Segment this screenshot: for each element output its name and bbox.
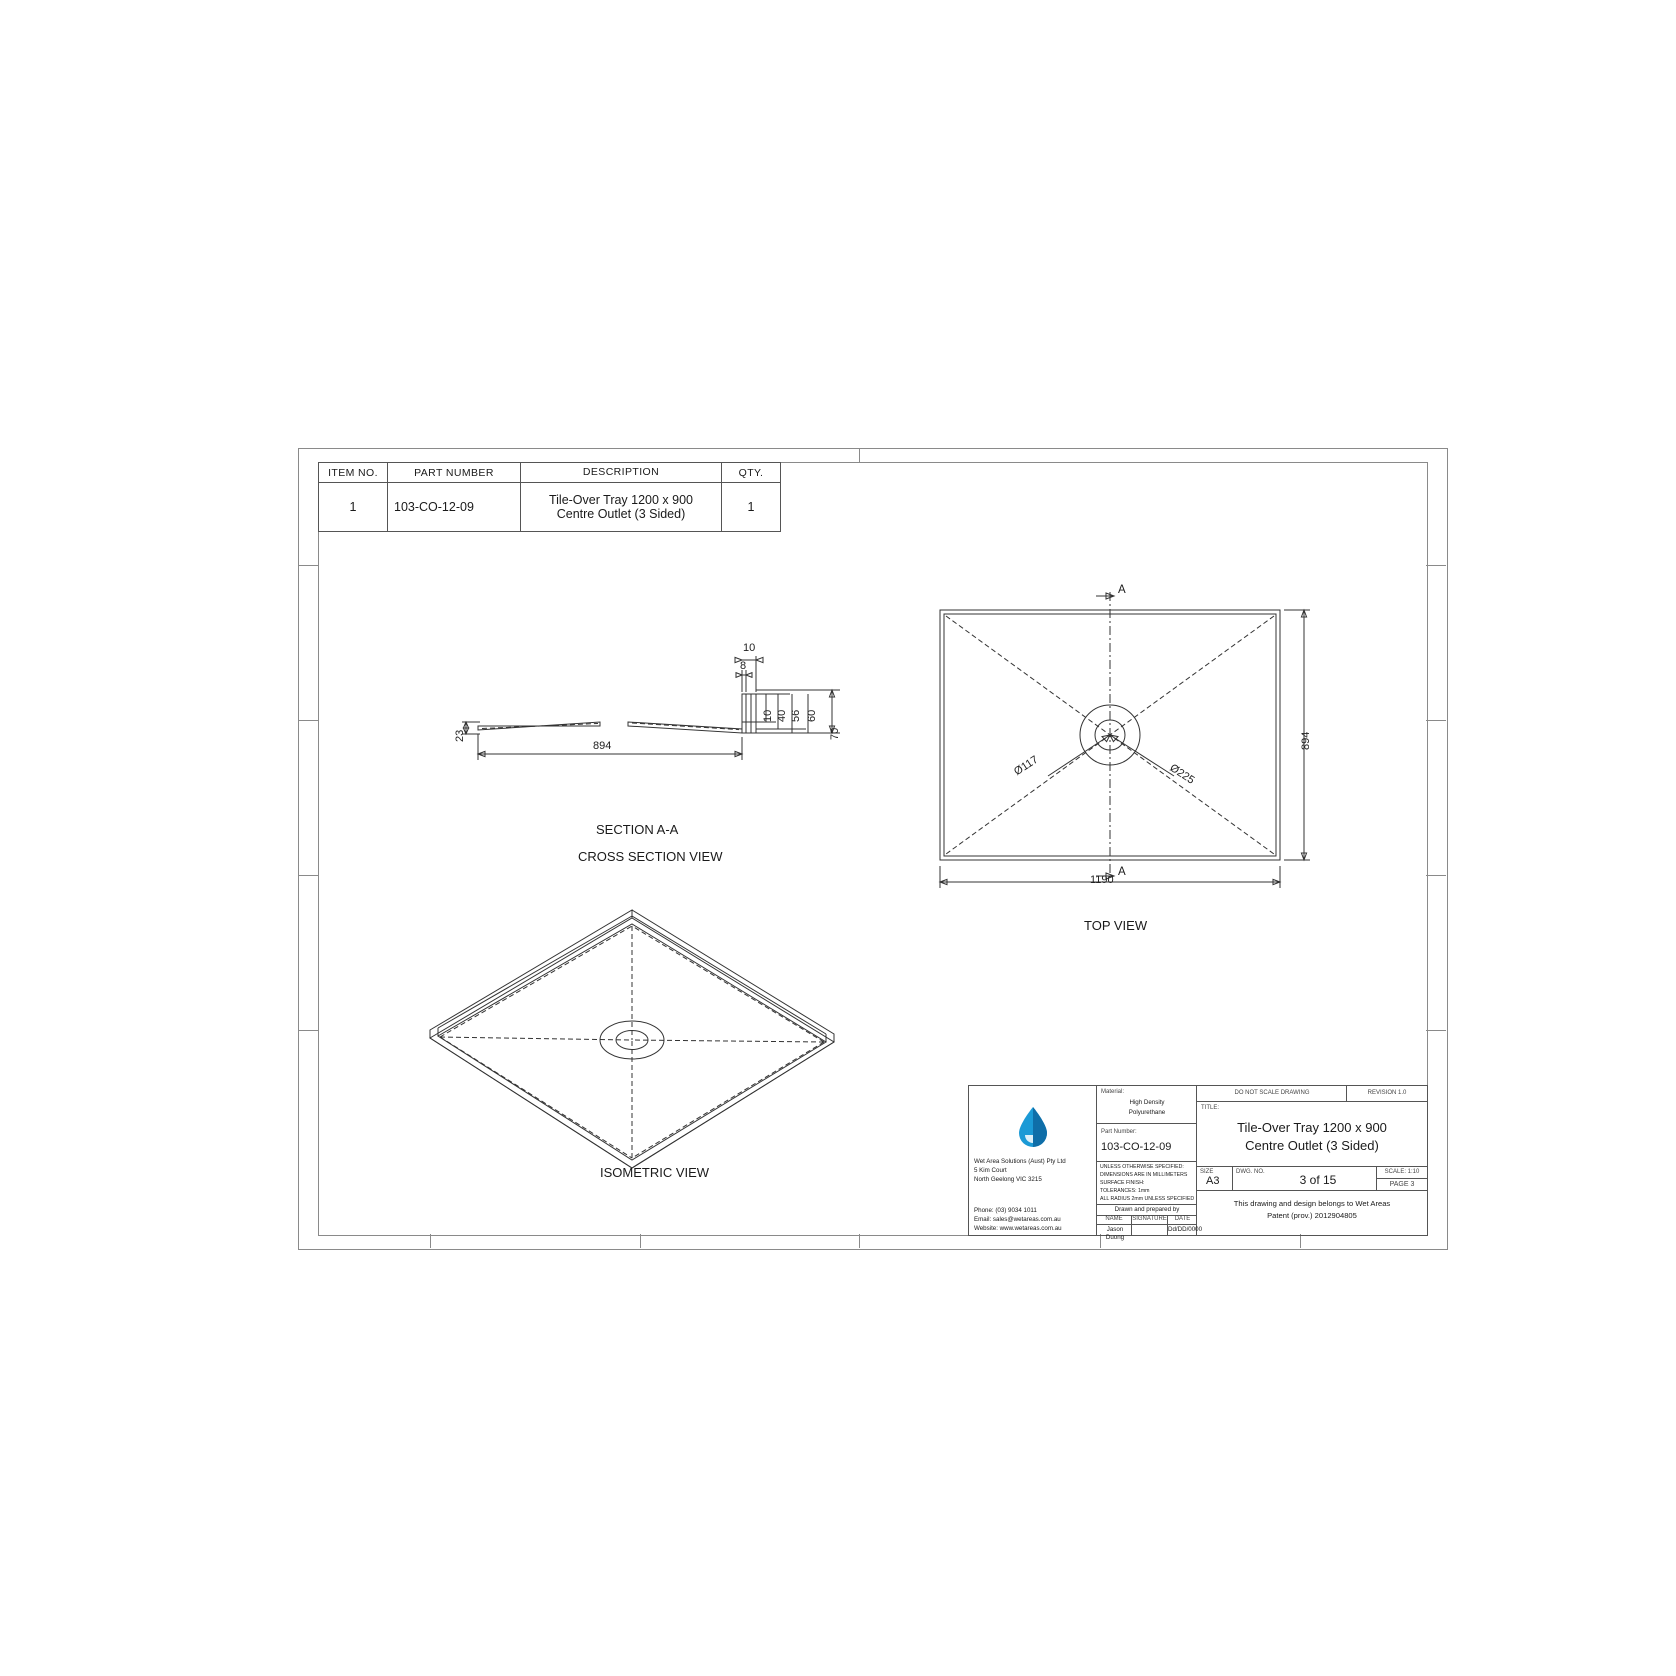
part-number-cell: [1097, 1124, 1197, 1162]
material-value-line1: High Density: [1129, 1099, 1165, 1106]
cell-item-no: 1: [319, 483, 388, 532]
cell-qty: 1: [722, 483, 781, 532]
do-not-scale-label: DO NOT SCALE DRAWING: [1234, 1090, 1310, 1096]
material-value-line2: Polyurethane: [1128, 1109, 1166, 1116]
size-label: SIZE: [1200, 1169, 1214, 1175]
dim-top-height: 894: [1300, 731, 1312, 750]
waterdrop-logo-svg: [1016, 1105, 1050, 1149]
dim-section-height-left: 23: [454, 729, 466, 742]
dim-section-stack-60: 60: [806, 709, 818, 722]
dim-section-top-10: 10: [743, 642, 756, 654]
dim-section-stack-10: 10: [762, 709, 774, 722]
dim-section-stack-56: 56: [790, 709, 802, 722]
drawing-title-line2: Centre Outlet (3 Sided): [1245, 1138, 1379, 1153]
company-phone: Phone: (03) 9034 1011: [974, 1207, 1037, 1214]
top-view-geometry: [900, 580, 1320, 910]
frame-tick: [859, 1234, 860, 1248]
frame-tick: [430, 1234, 431, 1248]
size-value: A3: [1206, 1175, 1220, 1187]
company-address-line1: 5 Kim Court: [974, 1167, 1007, 1174]
scale-label: SCALE: 1:10: [1384, 1169, 1420, 1175]
company-address-line2: North Geelong VIC 3215: [974, 1176, 1042, 1183]
cell-part-number: 103-CO-12-09: [388, 483, 521, 532]
column-header-description: DESCRIPTION: [521, 463, 722, 483]
part-number-value: 103-CO-12-09: [1101, 1141, 1172, 1153]
note-line-4: TOLERANCES: 1mm: [1100, 1188, 1150, 1194]
company-name: Wet Area Solutions (Aust) Pty Ltd: [974, 1158, 1066, 1165]
table-header-row: [319, 463, 781, 483]
prepared-by-cell: [1097, 1205, 1203, 1242]
top-view: [900, 580, 1320, 910]
frame-tick: [1426, 875, 1446, 876]
dwg-no-label: DWG. NO.: [1236, 1169, 1265, 1175]
bill-of-materials-table: [318, 462, 781, 532]
drawing-title-line1: Tile-Over Tray 1200 x 900: [1237, 1120, 1387, 1135]
column-header-item-no: ITEM NO.: [319, 463, 388, 483]
prepared-col-signature: SIGNATURE: [1132, 1216, 1167, 1222]
dim-section-length: 894: [593, 740, 612, 752]
ownership-cell: [1197, 1191, 1427, 1235]
prepared-date-value: Dd/DD/0000: [1168, 1226, 1203, 1233]
frame-tick: [298, 875, 318, 876]
frame-tick: [1426, 565, 1446, 566]
dim-section-stack-40: 40: [776, 709, 788, 722]
prepared-name-value: Jason Duong: [1105, 1226, 1125, 1242]
do-not-scale-cell: [1197, 1086, 1347, 1102]
dim-outlet-outer: Ø225: [1167, 762, 1197, 787]
part-number-label: Part Number:: [1101, 1129, 1137, 1135]
cell-description-line1: Tile-Over Tray 1200 x 900: [548, 493, 694, 507]
dim-section-top-8: 8: [740, 660, 747, 672]
frame-tick: [298, 565, 318, 566]
ownership-line2: Patent (prov.) 2012904805: [1267, 1211, 1357, 1220]
ownership-line1: This drawing and design belongs to Wet Areas: [1233, 1199, 1391, 1208]
column-header-qty: QTY.: [722, 463, 781, 483]
section-marker-a-top: A: [1118, 584, 1126, 596]
title-block: [968, 1085, 1428, 1242]
frame-tick: [1426, 1030, 1446, 1031]
column-header-part-number: PART NUMBER: [388, 463, 521, 483]
cell-description-line2: Centre Outlet (3 Sided): [556, 507, 686, 521]
note-line-1: UNLESS OTHERWISE SPECIFIED:: [1100, 1164, 1184, 1170]
page-cell: [1377, 1179, 1427, 1191]
revision-cell: [1347, 1086, 1427, 1102]
title-block-logo-cell: [969, 1086, 1097, 1205]
note-line-3: SURFACE FINISH:: [1100, 1180, 1145, 1186]
frame-tick: [859, 448, 860, 462]
dwg-no-value: 3 of 15: [1299, 1173, 1337, 1187]
title-label: TITLE:: [1201, 1105, 1220, 1111]
table-row: [319, 483, 781, 532]
top-view-title: TOP VIEW: [1084, 918, 1148, 933]
company-website: Website: www.wetareas.com.au: [974, 1225, 1062, 1232]
section-view-title-line2: CROSS SECTION VIEW: [578, 849, 723, 864]
prepared-by-label: Drawn and prepared by: [1114, 1206, 1180, 1213]
isometric-geometry: [410, 880, 860, 1180]
revision-label: REVISION 1.0: [1367, 1090, 1407, 1096]
company-email: Email: sales@wetareas.com.au: [974, 1216, 1061, 1223]
waterdrop-logo-icon: [1016, 1105, 1050, 1149]
frame-tick: [1426, 720, 1446, 721]
cell-description: [521, 483, 722, 532]
note-line-5: ALL RADIUS 2mm UNLESS SPECIFIED: [1100, 1196, 1195, 1202]
size-cell: [1197, 1167, 1233, 1191]
dim-outlet-inner: Ø117: [1012, 753, 1041, 779]
cross-section-view: [454, 630, 860, 810]
dim-top-width: 1190: [1090, 874, 1114, 886]
drawing-title-cell: [1197, 1102, 1427, 1167]
dwg-no-cell: [1233, 1167, 1377, 1191]
dim-section-right-70: 70: [829, 727, 841, 740]
section-marker-a-bottom: A: [1118, 866, 1126, 878]
page-label: PAGE 3: [1389, 1181, 1415, 1188]
title-block-contact-cell: [969, 1205, 1097, 1235]
prepared-col-name: NAME: [1105, 1216, 1123, 1222]
material-cell: [1097, 1086, 1197, 1124]
isometric-view: [410, 880, 860, 1180]
material-label: Material:: [1101, 1089, 1125, 1095]
isometric-view-title: ISOMETRIC VIEW: [600, 1165, 710, 1180]
frame-tick: [298, 720, 318, 721]
frame-tick: [298, 1030, 318, 1031]
section-view-title-line1: SECTION A-A: [596, 822, 679, 837]
frame-tick: [1300, 1234, 1301, 1248]
prepared-col-date: DATE: [1174, 1216, 1191, 1222]
note-line-2: DIMENSIONS ARE IN MILLIMETERS: [1100, 1172, 1188, 1178]
prepared-by-row-divider: [1097, 1224, 1197, 1225]
frame-tick: [640, 1234, 641, 1248]
scale-cell: [1377, 1167, 1427, 1179]
general-notes-cell: [1097, 1162, 1197, 1205]
